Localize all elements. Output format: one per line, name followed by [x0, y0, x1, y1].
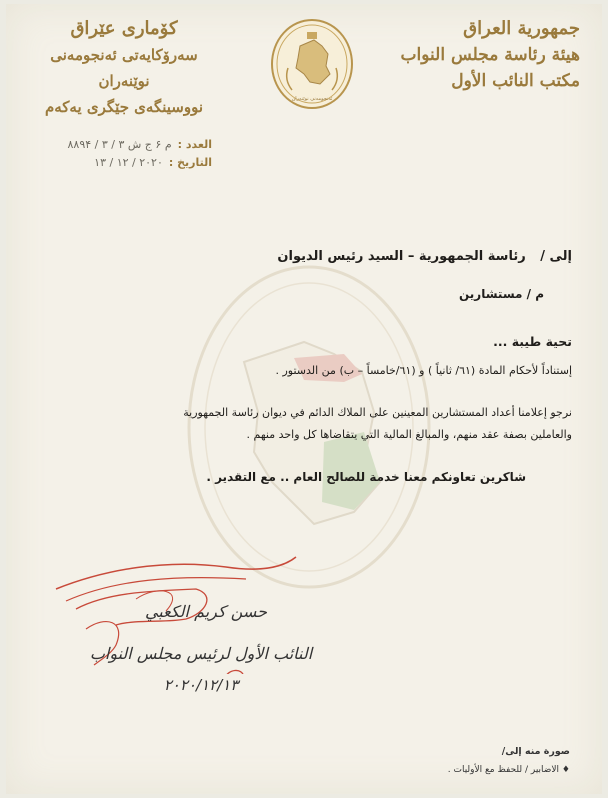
- greeting: تحية طيبة ...: [493, 334, 572, 349]
- recipient-line: [72, 249, 572, 264]
- header-council: هيئة رئاسة مجلس النواب: [400, 45, 580, 65]
- letter-page: [6, 4, 602, 794]
- number-value: م ۶ ج ش ۳ / ۳ / ۸۸۹۴: [67, 138, 172, 151]
- paragraph-request-line2: والعاملين بصفة عقد منهم، والمبالغ المالية التي يتقاضاها كل واحد منهم .: [246, 428, 572, 441]
- paragraph-request-line1: نرجو إعلامنا أعداد المستشارين المعينين على الملاك الدائم في ديوان رئاسة الجمهورية: [183, 406, 572, 419]
- reference-date-row: [32, 154, 212, 172]
- reference-block: [32, 136, 212, 172]
- paragraph-legal-basis: إستناداً لأحكام المادة (٦١/ ثانياً ) و (٦١/خامساً – ب) من الدستور .: [275, 364, 572, 377]
- date-value: ۲۰۲۰ / ۱۲ / ۱۳: [94, 156, 163, 169]
- signature-date: ٢٠٢٠/١٢/١٣: [163, 676, 239, 694]
- emblem-caption: ئەنجومەنی نوێنەران: [291, 96, 333, 102]
- header-arabic: [380, 16, 580, 94]
- header-office: مكتب النائب الأول: [451, 71, 580, 91]
- header-kurdish-office: نووسینگەی جێگری یەکەم: [44, 98, 204, 116]
- header-country: جمهورية العراق: [463, 18, 580, 39]
- header-kurdish: [24, 16, 224, 120]
- copy-to-block: [270, 746, 570, 775]
- copy-to-item: ♦ الاضابير / للحفظ مع الأوليات .: [447, 765, 570, 775]
- council-emblem-logo: [270, 18, 354, 110]
- header-kurdish-council: سەرۆکایەتی ئەنجومەنی نوێنەران: [50, 46, 198, 90]
- signatory-name: حسن كريم الكعبي: [144, 602, 268, 621]
- reference-number-row: [32, 136, 212, 154]
- number-label: العدد :: [177, 138, 212, 151]
- subject-line: م / مستشارين: [458, 287, 544, 301]
- recipient-name: رئاسة الجمهورية – السيد رئيس الديوان: [277, 249, 526, 264]
- closing-thanks: شاكرين تعاونكم معنا خدمة للصالح العام .. مع التقدير .: [206, 470, 526, 484]
- paragraph-request: [72, 402, 572, 446]
- recipient-prefix: إلى /: [540, 249, 572, 264]
- date-label: التاريخ :: [168, 156, 212, 169]
- copy-to-heading: صورة منه إلى/: [501, 746, 570, 757]
- header-kurdish-country: كۆماری عێراق: [70, 18, 178, 39]
- signatory-title: النائب الأول لرئيس مجلس النواب: [89, 644, 313, 663]
